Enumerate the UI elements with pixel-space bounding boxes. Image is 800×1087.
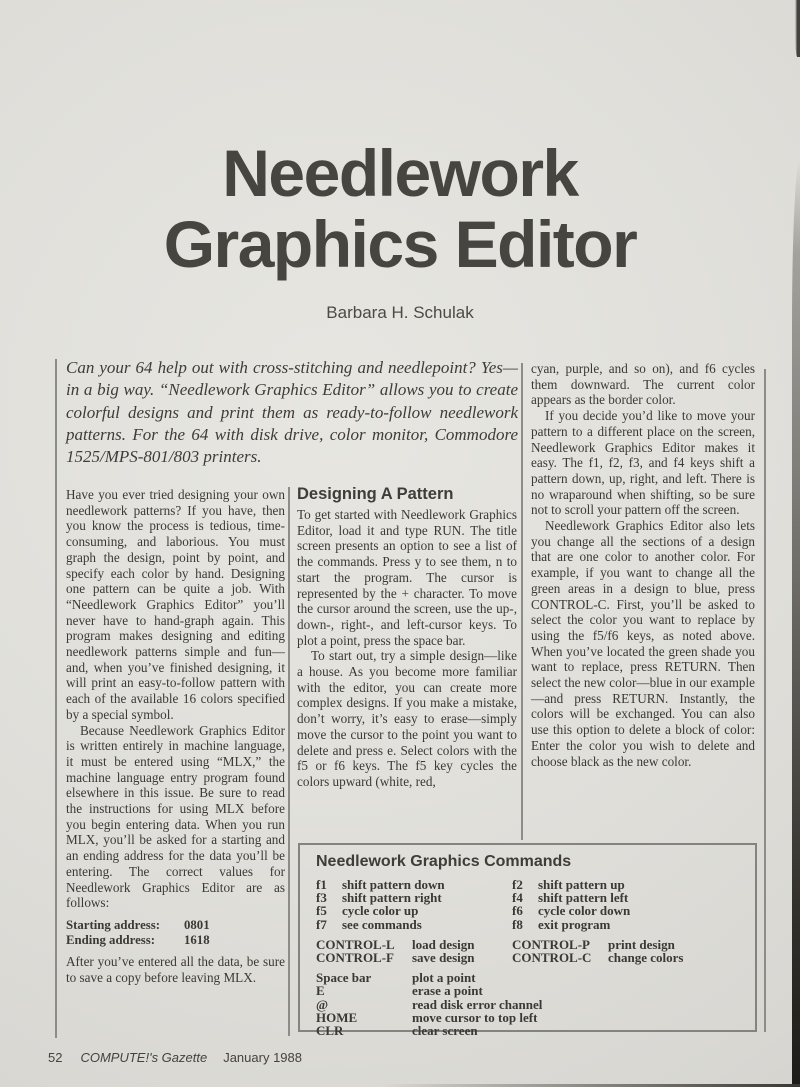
command-row [316,951,512,964]
address-value: 1618 [184,932,210,947]
command-key: CONTROL-C [512,950,592,966]
command-desc: load design [412,936,475,952]
paragraph: cyan, purple, and so on), and f6 cycles them downward. The current color appears as the border color. [531,361,755,408]
control-commands-left [316,938,512,964]
command-row [316,971,755,984]
column-rule-left [55,359,57,1038]
command-row [316,998,755,1011]
body-column-3 [531,361,755,769]
command-key: CLR [316,1023,344,1039]
command-desc: exit program [538,916,611,932]
article-title [10,138,790,280]
command-key: HOME [316,1009,358,1025]
paragraph: Needlework Graphics Editor also lets you change all the sections of a design that are one color to another color. For example, if you want to change all the green areas in a design to blue, press CONTROL-C. First, you’ll be asked to select the color you want to replace by using the f5/f6 keys, as noted above. When you’ve located the green shade you want to replace, press RETURN. Then select the new color—blue in our example—and press RETURN. Instantly, the colors will be exchanged. You can also use this option to delete a block of color: Enter the color you wish to delete and choose black as the new color. [531,518,755,769]
address-row [66,918,285,933]
command-row [512,918,755,931]
command-desc: change colors [608,950,684,966]
commands-column-left [316,878,512,964]
command-key: E [316,983,325,999]
control-commands-right [512,938,755,964]
command-desc: shift pattern up [538,877,625,892]
address-block [66,918,285,948]
command-row [512,904,755,917]
issue-date: January 1988 [223,1050,302,1065]
paragraph: If you decide you’d like to move your pattern to a different place on the screen, Needlework Graphics Editor makes it easy. The f1, f2, f3, and f4 keys shift a pattern down, up, right, and left. There is no wraparound when shifting, so be sure not to scroll your pattern off the screen. [531,408,755,518]
command-key: f4 [512,890,523,906]
commands-box-title: Needlework Graphics Commands [316,853,572,870]
section-heading: Designing A Pattern [297,485,454,503]
paragraph: Have you ever tried designing your own needlework patterns? If you have, then you know the process is tedious, time-consuming, and laborious. You must graph the design, point by point, and specify each color by hand. Designing one pattern can be quite a job. With “Needlework Graphics Editor” you’ll never have to hand-graph again. This program makes designing and editing needlework patterns simple and fun—and, when you’ve finished designing, it will print an easy-to-follow pattern with each of the available 16 colors specified by a special symbol. [66,487,285,722]
command-row [316,904,512,917]
command-desc: clear screen [412,1023,478,1039]
address-label: Ending address: [66,932,156,947]
scan-edge-right [792,160,800,1087]
command-row [512,951,755,964]
command-desc: read disk error channel [412,996,543,1012]
column-rule-middle-2 [521,363,523,840]
commands-box [298,843,757,1039]
address-label: Starting address: [66,917,160,932]
command-key: f6 [512,903,523,919]
command-desc: erase a point [412,983,483,999]
command-desc: shift pattern left [538,890,629,906]
page-footer [48,1050,302,1065]
command-desc: plot a point [412,970,476,986]
command-desc: shift pattern down [342,877,445,892]
intro-paragraph: Can your 64 help out with cross-stitching and needlepoint? Yes—in a big way. “Needlework Graphics Editor” allows you to create colorful designs and print them as ready-to-follow needlework patterns. For the 64 with disk drive, color monitor, Commodore 1525/MPS-801/803 printers. [66,358,518,467]
address-value: 0801 [184,917,210,932]
command-key: f7 [316,916,327,932]
magazine-name: COMPUTE!'s Gazette [80,1050,208,1065]
command-key: f8 [512,916,523,932]
paragraph: After you’ve entered all the data, be sure to save a copy before leaving MLX. [66,953,285,985]
commands-column-right [512,878,755,964]
byline: Barbara H. Schulak [326,303,474,322]
command-desc: shift pattern right [342,890,442,906]
command-key: f2 [512,877,523,892]
command-key: Space bar [316,970,372,986]
article-title-line2: Graphics Editor [163,207,637,281]
paragraph: To start out, try a simple design—like a house. As you become more familiar with the editor, you can create more complex designs. If you make a mistake, don’t worry, it’s easy to erase—simply move the cursor to the point you want to delete and press e. Select colors with the f5 or f6 keys. The f5 key cycles the colors upward (white, red, [297,648,517,789]
special-commands [316,971,755,1037]
command-key: @ [316,996,329,1012]
command-desc: cycle color down [538,903,631,919]
column-rule-right [764,369,766,1032]
command-key: f1 [316,877,327,892]
command-key: CONTROL-F [316,950,394,966]
paragraph: Because Needlework Graphics Editor is written entirely in machine language, it must be entered using “MLX,” the machine language entry program found elsewhere in this issue. Be sure to read the instructions for using MLX before you begin entering data. When you run MLX, you’ll be asked for a starting and an ending address for the data you’ll be entering. The correct values for Needlework Graphics Editor are as follows: [66,722,285,911]
scan-edge-top-right [795,0,800,57]
command-row [316,918,512,931]
command-key: CONTROL-L [316,936,395,952]
command-key: f5 [316,903,327,919]
paragraph: To get started with Needlework Graphics Editor, load it and type RUN. The title screen presents an option to see a list of the commands. Press y to see them, n to start the program. The cursor is represented by the + character. To move the cursor around the screen, use the up-, down-, right-, and left-cursor keys. To plot a point, press the space bar. [297,507,517,648]
command-desc: print design [608,936,675,952]
command-desc: save design [412,950,475,966]
article-title-line1: Needlework [222,136,578,210]
column-rule-middle-1 [288,487,290,1036]
command-desc: see commands [342,916,422,932]
command-row [316,1011,755,1024]
page-number: 52 [48,1050,63,1065]
commands-columns [316,878,755,964]
address-row [66,933,285,948]
command-row [316,1024,755,1037]
command-row [316,984,755,997]
command-desc: move cursor to top left [412,1009,538,1025]
command-desc: cycle color up [342,903,419,919]
body-column-2 [297,484,517,790]
command-key: CONTROL-P [512,936,590,952]
body-column-1 [66,487,285,985]
command-key: f3 [316,890,327,906]
